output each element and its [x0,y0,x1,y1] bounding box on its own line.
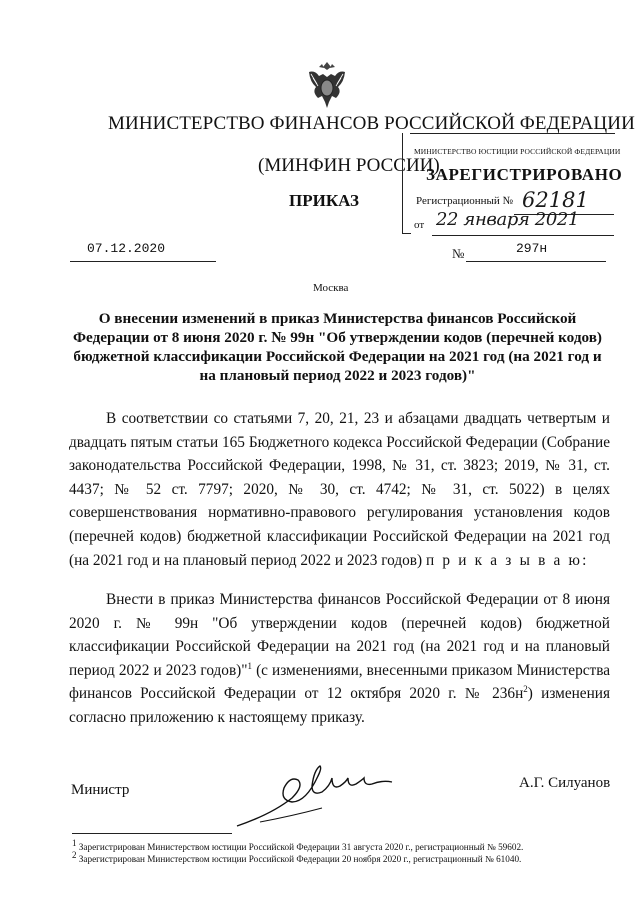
stamp-number-label: Регистрационный № [416,195,514,207]
order-word: п р и к а з ы в а ю: [425,551,589,569]
ministry-short-name: (МИНФИН РОССИИ) [258,155,440,176]
paragraph-legal-basis [69,407,610,572]
coat-of-arms-icon [305,58,349,112]
registration-stamp [402,125,624,239]
footnote-1-text: Зарегистрирован Министерством юстиции Российской Федерации 31 августа 2020 г., регистрационный № 59602. [76,842,524,852]
footnote-2 [72,849,522,864]
footnote-2-text: Зарегистрирован Министерством юстиции Российской Федерации 20 ноября 2020 г., регистрационный № 61040. [76,854,522,864]
stamp-organization: МИНИСТЕРСТВО ЮСТИЦИИ РОССИЙСКОЙ ФЕДЕРАЦИИ [414,147,621,156]
footnote-ref-2: 2 [523,684,528,695]
signatory-name: А.Г. Силуанов [519,775,611,791]
footnote-ref-1: 1 [247,660,253,671]
order-number: 297н [516,241,548,256]
stamp-border [402,133,411,234]
handwritten-signature [232,756,402,836]
footnote-divider [72,833,232,834]
signatory-position: Министр [71,782,130,798]
ministry-title: МИНИСТЕРСТВО ФИНАНСОВ РОССИЙСКОЙ ФЕДЕРАЦИИ [108,113,635,134]
stamp-registered: ЗАРЕГИСТРИРОВАНО [426,165,623,184]
paragraph-amendment [69,588,610,730]
paragraph-2-text-a: Внести в приказ Министерства финансов Российской Федерации от 8 июня 2020 г. № 99н "Об утверждении кодов (перечней кодов) бюджетной классификации Российской Федерации на 2021 год (на 2021 год и на плановый период 2022 и 2023 годов)" [69,591,610,679]
number-underline [466,261,606,262]
footnote-1 [72,837,524,852]
stamp-date-handwritten: 22 января 2021 [436,209,579,230]
stamp-date-line [432,235,614,236]
document-heading: О внесении изменений в приказ Министерства финансов Российской Федерации от 8 июня 2020 г. № 99н "Об утверждении кодов (перечней кодов) бюджетной классификации Российской Федерации на 2021 год (на 2021 год и на плановый период 2022 и 2023 годов)" [73,310,602,384]
date-underline [70,261,216,262]
city: Москва [313,282,349,294]
stamp-border-top [410,133,615,134]
number-sign: № [452,246,465,261]
document-type: ПРИКАЗ [289,191,359,210]
paragraph-1-text: В соответствии со статьями 7, 20, 21, 23 и абзацами двадцать четвертым и двадцать пятым статьи 165 Бюджетного кодекса Российской Федерации (Собрание законодательства Российской Федерации, 1998, № 31, ст. 3823; 2019, № 31, ст. 4437; № 52 ст. 7797; 2020, № 30, ст. 4742; № 31, ст. 5022) в целях совершенствования нормативно-правового регулирования установления кодов (перечней кодов) бюджетной классификации Российской Федерации на 2021 год (на 2021 год и на плановый период 2022 и 2023 годов) [69,410,610,569]
footnote-2-mark: 2 [72,849,77,860]
paragraph-2-text-b: (с изменениями, внесенными приказом Министерства финансов Российской Федерации от 12 октября 2020 г. № 236н [69,661,611,703]
stamp-from-label: от [414,219,425,231]
paragraph-2-text-c: ) изменения согласно приложению к настоящему приказу. [69,685,610,726]
stamp-number-handwritten: 62181 [522,188,589,212]
footnote-1-mark: 1 [72,837,77,848]
order-date: 07.12.2020 [87,241,166,256]
